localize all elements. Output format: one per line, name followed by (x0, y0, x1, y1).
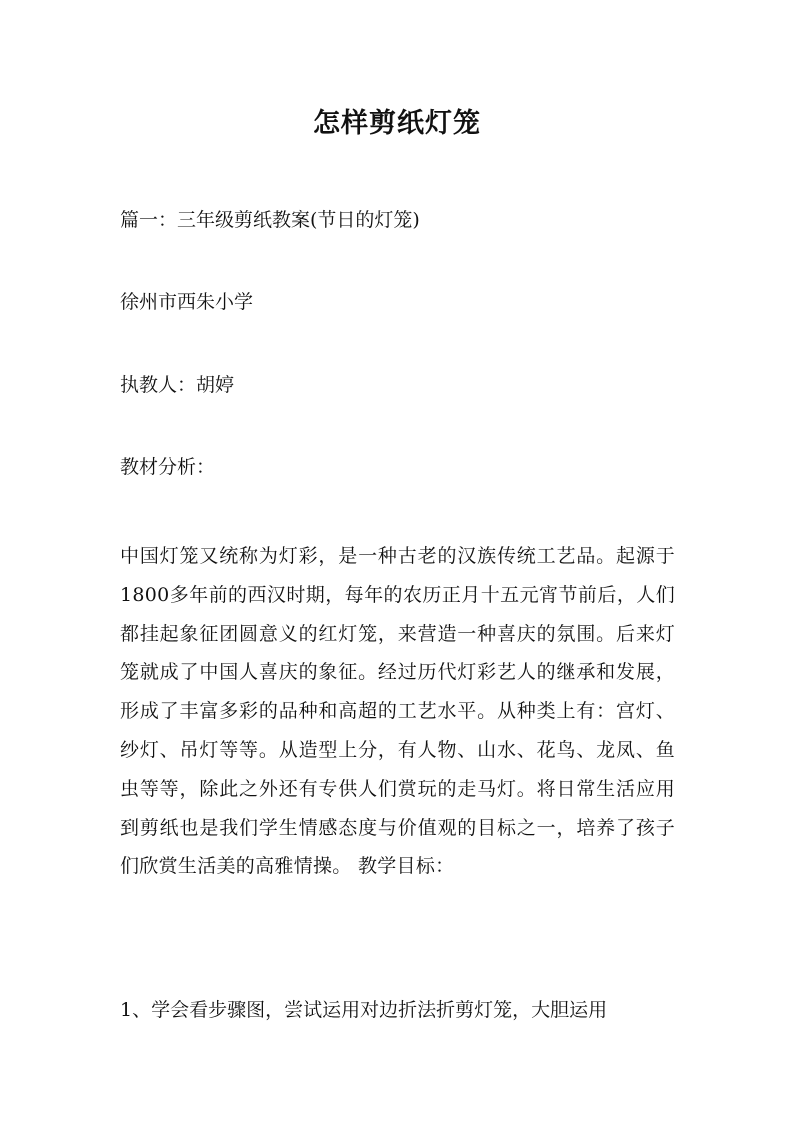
teacher-name: 执教人：胡婷 (120, 374, 235, 396)
section-heading: 篇一：三年级剪纸教案(节日的灯笼) (120, 209, 420, 231)
list-item: 1、学会看步骤图，尝试运用对边折法折剪灯笼，大胆运用 (120, 999, 608, 1021)
body-paragraph: 中国灯笼又统称为灯彩，是一种古老的汉族传统工艺品。起源于1800多年前的西汉时期，每年的农历正月十五元宵节前后，人们都挂起象征团圆意义的红灯笼，来营造一种喜庆的氛围。后来灯笼就成了中国人喜庆的象征。经过历代灯彩艺人的继承和发展，形成了丰富多彩的品种和高超的工艺水平。从种类上有：宫灯、纱灯、吊灯等等。从造型上分，有人物、山水、花鸟、龙凤、鱼虫等等，除此之外还有专供人们赏玩的走马灯。将日常生活应用到剪纸也是我们学生情感态度与价值观的目标之一，培养了孩子们欣赏生活美的高雅情操。 教学目标： (120, 545, 675, 878)
school-name: 徐州市西朱小学 (120, 291, 254, 313)
section-label-analysis: 教材分析： (120, 456, 216, 478)
document-title: 怎样剪纸灯笼 (313, 108, 481, 139)
